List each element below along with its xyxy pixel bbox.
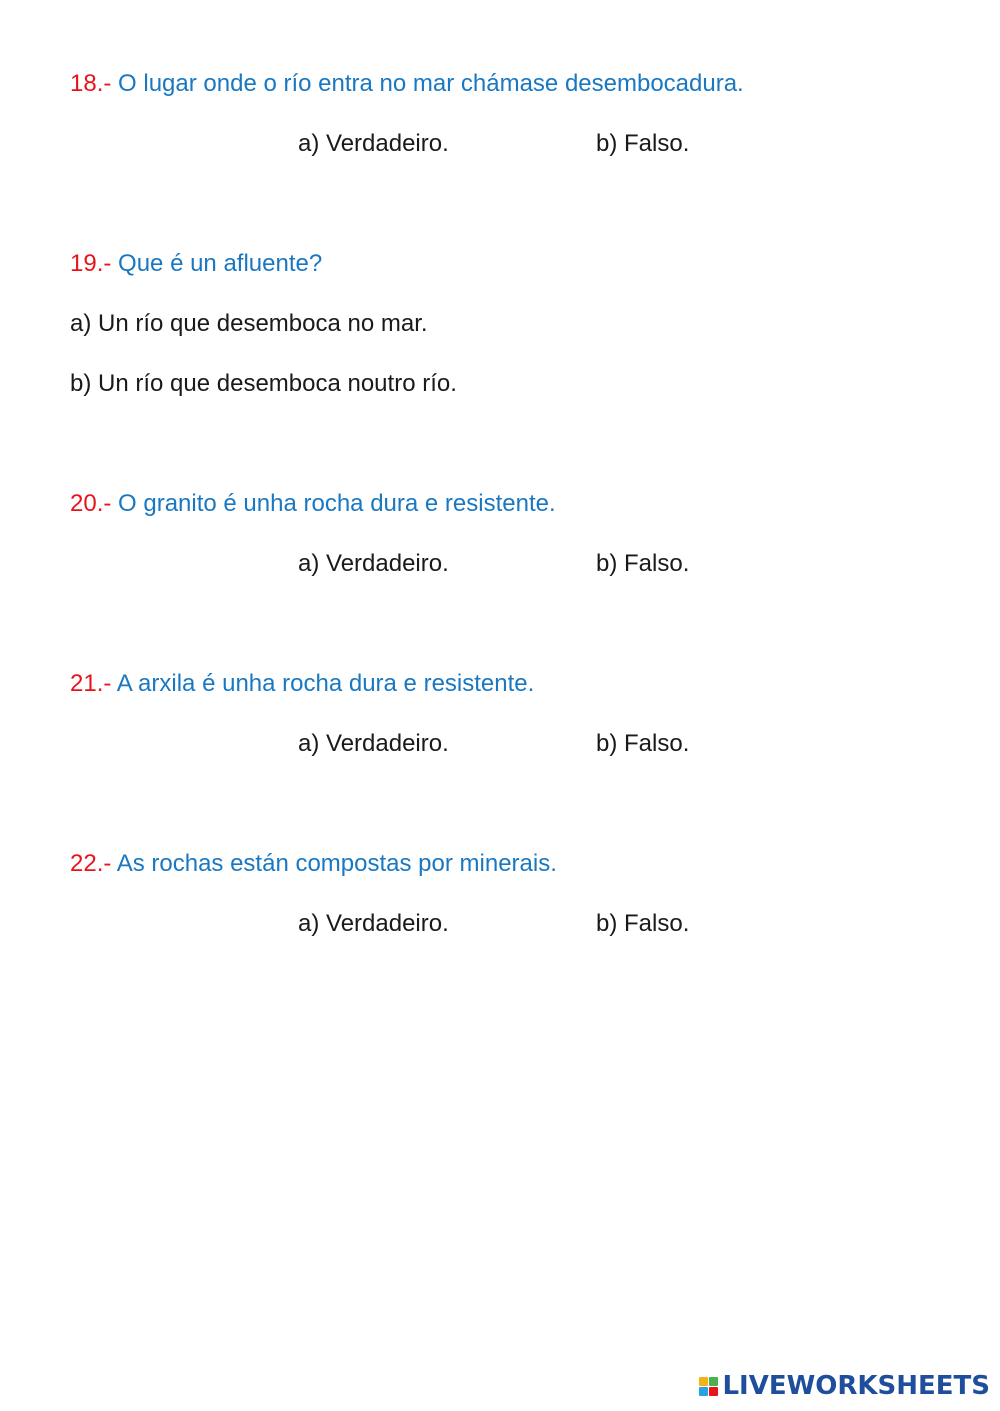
- question-number: 19.-: [70, 250, 119, 277]
- liveworksheets-logo-icon: [699, 1377, 718, 1396]
- logo-text: LIVEWORKSHEETS: [722, 1371, 990, 1401]
- option-a[interactable]: a) Verdadeiro.: [298, 730, 449, 757]
- option-b[interactable]: b) Falso.: [596, 550, 690, 577]
- question-text: Que é un afluente?: [118, 250, 323, 277]
- logo-square-red: [709, 1387, 718, 1396]
- liveworksheets-logo: [699, 1369, 990, 1403]
- question-number: 22.-: [70, 850, 117, 877]
- option-a[interactable]: a) Verdadeiro.: [298, 550, 449, 577]
- option-a[interactable]: a) Verdadeiro.: [298, 130, 449, 157]
- question-22: [70, 849, 557, 879]
- question-number: 18.-: [70, 70, 119, 97]
- option-a[interactable]: a) Verdadeiro.: [298, 910, 449, 937]
- question-20: [70, 489, 556, 519]
- question-21: [70, 669, 534, 699]
- question-text: As rochas están compostas por minerais.: [116, 850, 557, 877]
- logo-square-yellow: [699, 1377, 708, 1386]
- question-18: [70, 69, 744, 99]
- logo-square-blue: [699, 1387, 708, 1396]
- question-text: A arxila é unha rocha dura e resistente.: [116, 670, 535, 697]
- logo-square-green: [709, 1377, 718, 1386]
- question-number: 20.-: [70, 490, 119, 517]
- question-19: [70, 249, 322, 279]
- question-text: O lugar onde o río entra no mar chámase desembocadura.: [118, 70, 744, 97]
- option-b[interactable]: b) Falso.: [596, 910, 690, 937]
- option-b[interactable]: b) Falso.: [596, 730, 690, 757]
- option-b[interactable]: b) Falso.: [596, 130, 690, 157]
- option-a[interactable]: a) Un río que desemboca no mar.: [70, 310, 428, 337]
- option-b[interactable]: b) Un río que desemboca noutro río.: [70, 370, 457, 397]
- question-text: O granito é unha rocha dura e resistente.: [118, 490, 556, 517]
- question-number: 21.-: [70, 670, 117, 697]
